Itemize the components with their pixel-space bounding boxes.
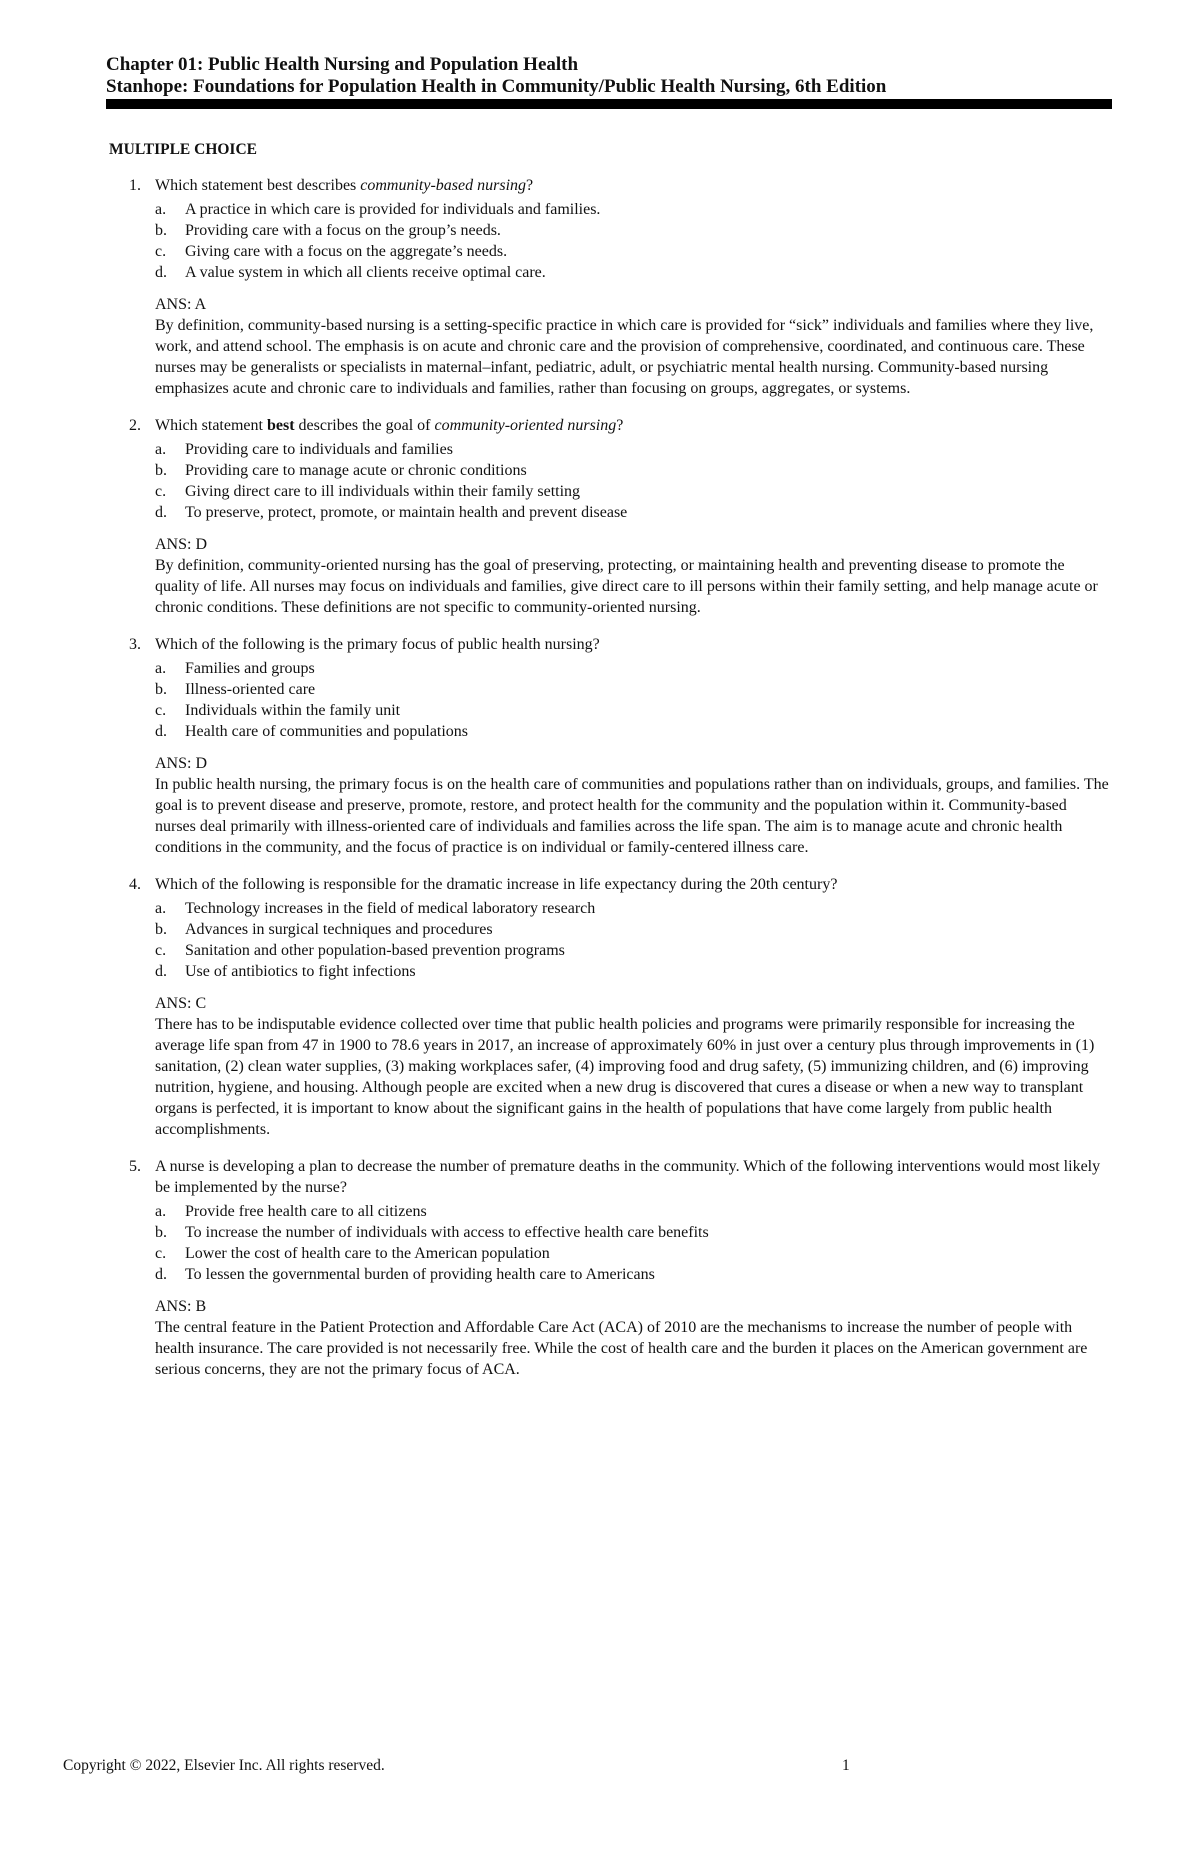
option-text: Technology increases in the field of medical laboratory research [185,900,596,917]
rationale: There has to be indisputable evidence collected over time that public health policies and programs were primarily responsible for increasing the average life span from 47 in 1900 to 78.6 years in 2017, an increase of approximately 60% in just over a century plus through improvements in (1) sanitation, (2) clean water supplies, (3) making workplaces safer, (4) improving food and drug safety, (5) immunizing children, and (6) improving nutrition, hygiene, and housing. Although people are excited when a new drug is discovered that cures a disease or when a new way to transplant organs is perfected, it is important to know about the significant gains in the health of populations that have come largely from public health accomplishments. [155,1016,1095,1138]
option-text: Health care of communities and populations [185,723,469,740]
rationale: The central feature in the Patient Protection and Affordable Care Act (ACA) of 2010 are the mechanisms to increase the number of people with health insurance. The care provided is not necessarily free. While the cost of health care and the burden it places on the American government are serious concerns, they are not the primary focus of ACA. [155,1319,1088,1378]
question-stem [155,415,1109,436]
option-a [155,199,1109,220]
question-stem: Which of the following is responsible for the dramatic increase in life expectancy during the 20th century? [155,876,838,893]
question-number: 2. [129,417,141,434]
option-d [155,502,1109,523]
question-number: 3. [129,636,141,653]
question-3 [109,634,1109,858]
question-number: 5. [129,1158,141,1175]
stem-text: Which statement [155,417,267,434]
option-text: Providing care to individuals and families [185,441,453,458]
option-b [155,220,1109,241]
option-text: A practice in which care is provided for individuals and families. [185,201,601,218]
option-c [155,241,1109,262]
option-d [155,1264,1109,1285]
option-text: A value system in which all clients receive optimal care. [185,264,546,281]
answer-key: ANS: B [155,1298,207,1315]
option-a [155,1201,1109,1222]
option-b [155,460,1109,481]
answer-block [155,993,1109,1140]
answer-block [155,753,1109,858]
option-text: To lessen the governmental burden of providing health care to Americans [185,1266,655,1283]
option-letter: c. [155,702,167,719]
option-text: Lower the cost of health care to the American population [185,1245,550,1262]
stem-bold: best [266,417,295,434]
stem-emphasis: community-oriented nursing [434,417,617,434]
option-letter: d. [155,504,167,521]
answer-key: ANS: A [155,296,207,313]
option-b [155,1222,1109,1243]
option-letter: d. [155,1266,167,1283]
option-letter: d. [155,723,167,740]
option-text: Giving direct care to ill individuals within their family setting [185,483,581,500]
answer-block [155,534,1109,618]
option-a [155,898,1109,919]
question-number: 1. [129,177,141,194]
option-a [155,658,1109,679]
option-text: Illness-oriented care [185,681,316,698]
option-a [155,439,1109,460]
question-4 [109,874,1109,1140]
page-header [106,54,1110,98]
question-stem [155,175,1109,196]
option-c [155,940,1109,961]
question-stem: A nurse is developing a plan to decrease the number of premature deaths in the community. Which of the following interventions would most likely be implemented by the nurse? [155,1158,1101,1196]
option-text: Giving care with a focus on the aggregate’s needs. [185,243,508,260]
copyright-notice: Copyright © 2022, Elsevier Inc. All rights reserved. [63,1757,385,1774]
option-c [155,481,1109,502]
section-title: MULTIPLE CHOICE [109,141,257,158]
page-number: 1 [842,1757,850,1774]
option-letter: c. [155,243,167,260]
option-letter: c. [155,942,167,959]
option-letter: b. [155,921,167,938]
stem-text: Which statement best describes [155,177,361,194]
question-list [109,175,1109,1396]
option-letter: c. [155,483,167,500]
option-d [155,721,1109,742]
answer-block [155,294,1109,399]
option-letter: b. [155,1224,167,1241]
option-text: Use of antibiotics to fight infections [185,963,416,980]
option-text: To increase the number of individuals with access to effective health care benefits [185,1224,709,1241]
option-letter: b. [155,462,167,479]
header-rule [106,99,1112,109]
book-title: Stanhope: Foundations for Population Health in Community/Public Health Nursing, 6th Edition [106,76,887,97]
stem-text: describes the goal of [294,417,435,434]
option-c [155,700,1109,721]
option-letter: a. [155,1203,167,1220]
answer-key: ANS: D [155,755,208,772]
option-letter: d. [155,963,167,980]
answer-block [155,1296,1109,1380]
stem-text: ? [526,177,534,194]
question-2 [109,415,1109,618]
question-stem: Which of the following is the primary focus of public health nursing? [155,636,600,653]
option-d [155,961,1109,982]
option-text: Providing care with a focus on the group’s needs. [185,222,501,239]
option-text: Individuals within the family unit [185,702,401,719]
option-text: Sanitation and other population-based prevention programs [185,942,565,959]
option-letter: a. [155,900,167,917]
option-d [155,262,1109,283]
rationale: In public health nursing, the primary focus is on the health care of communities and populations rather than on individuals, groups, and families. The goal is to prevent disease and preserve, promote, restore, and protect health for the community and the population within it. Community-based nurses deal primarily with illness-oriented care of individuals and families across the life span. The aim is to manage acute and chronic health conditions in the community, and the focus of practice is on individual or family-centered illness care. [155,776,1109,856]
stem-text: ? [616,417,624,434]
option-letter: c. [155,1245,167,1262]
option-b [155,919,1109,940]
option-c [155,1243,1109,1264]
option-text: Provide free health care to all citizens [185,1203,427,1220]
question-1 [109,175,1109,399]
chapter-title: Chapter 01: Public Health Nursing and Population Health [106,54,579,75]
option-text: Families and groups [185,660,315,677]
question-5 [109,1156,1109,1380]
option-letter: a. [155,201,167,218]
option-letter: a. [155,441,167,458]
option-text: Providing care to manage acute or chronic conditions [185,462,527,479]
question-number: 4. [129,876,141,893]
option-text: Advances in surgical techniques and procedures [185,921,493,938]
option-letter: a. [155,660,167,677]
rationale: By definition, community-oriented nursing has the goal of preserving, protecting, or maintaining health and preventing disease to promote the quality of life. All nurses may focus on individuals and families, give direct care to ill persons within their family setting, and help manage acute or chronic conditions. These definitions are not specific to community-oriented nursing. [155,557,1098,616]
option-letter: b. [155,222,167,239]
option-text: To preserve, protect, promote, or maintain health and prevent disease [185,504,628,521]
stem-emphasis: community-based nursing [360,177,527,194]
answer-key: ANS: C [155,995,207,1012]
option-letter: d. [155,264,167,281]
option-letter: b. [155,681,167,698]
rationale: By definition, community-based nursing is a setting-specific practice in which care is provided for “sick” individuals and families where they live, work, and attend school. The emphasis is on acute and chronic care and the provision of comprehensive, coordinated, and continuous care. These nurses may be generalists or specialists in maternal–infant, pediatric, adult, or psychiatric mental health nursing. Community-based nursing emphasizes acute and chronic care to individuals and families, rather than focusing on groups, aggregates, or systems. [155,317,1094,397]
option-b [155,679,1109,700]
answer-key: ANS: D [155,536,208,553]
